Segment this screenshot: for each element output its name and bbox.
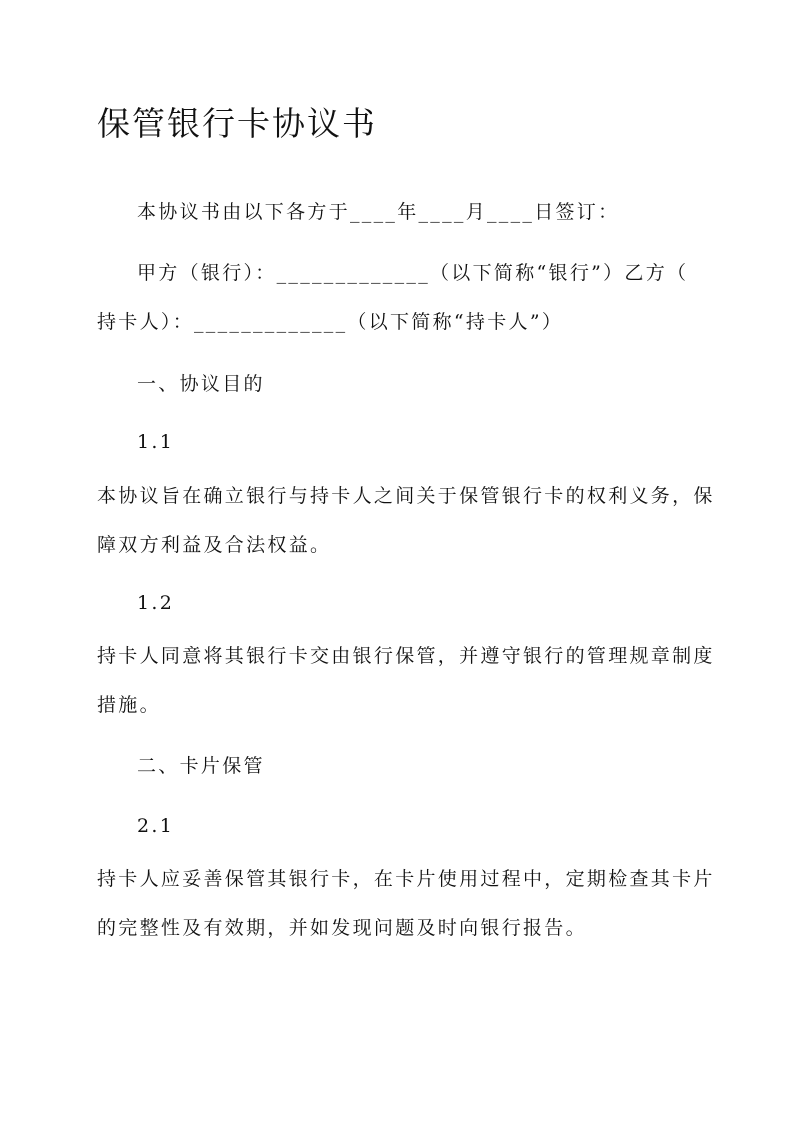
parties-line-1: 甲方（银行）：_____________（以下简称“银行”）乙方（ [137, 262, 689, 284]
clause-1-2-number: 1.2 [137, 592, 175, 614]
document-title: 保管银行卡协议书 [97, 104, 377, 143]
clause-1-2-line-2: 措施。 [97, 694, 161, 716]
clause-1-1-line-2: 障双方利益及合法权益。 [97, 534, 332, 556]
parties-line-2: 持卡人）：_____________（以下简称“持卡人”） [97, 311, 564, 333]
clause-2-1-line-1: 持卡人应妥善保管其银行卡，在卡片使用过程中，定期检查其卡片 [97, 868, 715, 890]
clause-1-1-line-1: 本协议旨在确立银行与持卡人之间关于保管银行卡的权利义务，保 [97, 485, 715, 507]
section-2-heading: 二、卡片保管 [137, 755, 265, 777]
clause-1-2-line-1: 持卡人同意将其银行卡交由银行保管，并遵守银行的管理规章制度 [97, 645, 715, 667]
intro-line: 本协议书由以下各方于____年____月____日签订： [137, 201, 620, 223]
clause-2-1-line-2: 的完整性及有效期，并如发现问题及时向银行报告。 [97, 917, 587, 939]
clause-2-1-number: 2.1 [137, 815, 175, 837]
section-1-heading: 一、协议目的 [137, 373, 265, 395]
clause-1-1-number: 1.1 [137, 431, 175, 453]
